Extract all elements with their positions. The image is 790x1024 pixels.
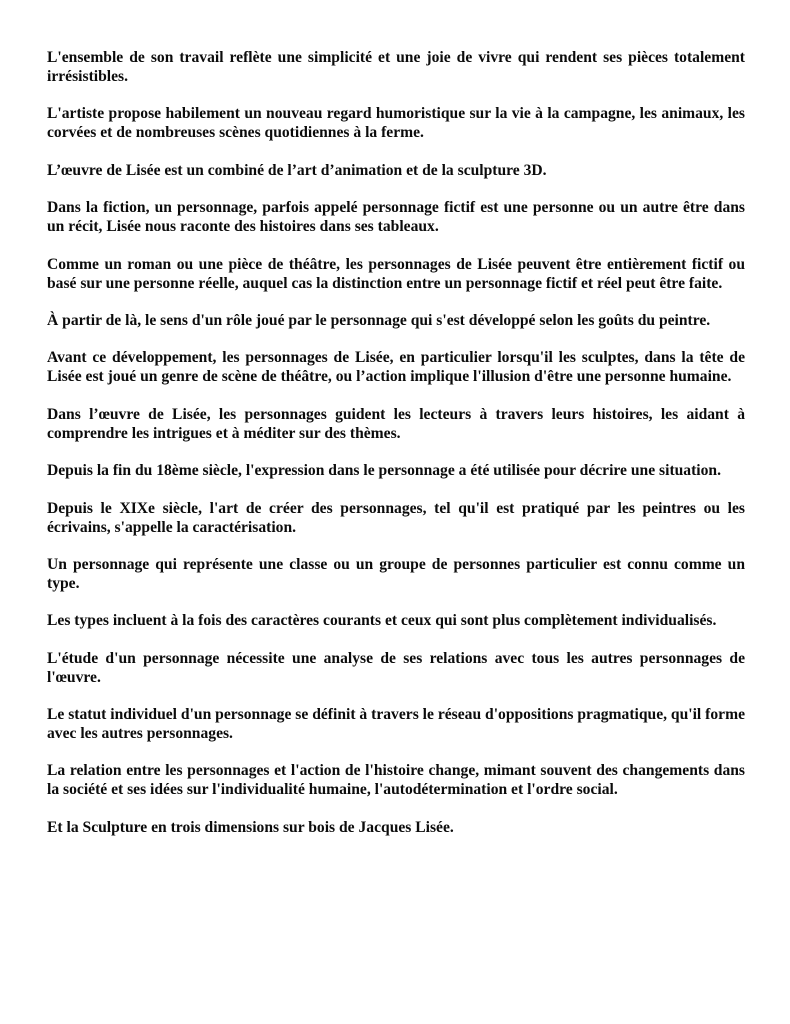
- paragraph: Avant ce développement, les personnages de Lisée, en particulier lorsqu'il les sculptes, dans la tête de Lisée est joué un genre de scène de théâtre, ou l’action implique l'illusion d'être une personne humaine.: [47, 349, 745, 386]
- closing-paragraph: Et la Sculpture en trois dimensions sur bois de Jacques Lisée.: [47, 818, 454, 836]
- paragraph: L'étude d'un personnage nécessite une analyse de ses relations avec tous les autres personnages de l'œuvre.: [47, 649, 745, 686]
- paragraph: À partir de là, le sens d'un rôle joué par le personnage qui s'est développé selon les goûts du peintre.: [47, 311, 711, 329]
- paragraph: Comme un roman ou une pièce de théâtre, les personnages de Lisée peuvent être entièrement fictif ou basé sur une personne réelle, auquel cas la distinction entre un personnage fictif et réel peut être faite.: [47, 255, 745, 292]
- document-body: [47, 48, 745, 855]
- paragraph: La relation entre les personnages et l'action de l'histoire change, mimant souvent des changements dans la société et ses idées sur l'individualité humaine, l'autodétermination et l'ordre social.: [47, 762, 745, 799]
- paragraph: Un personnage qui représente une classe ou un groupe de personnes particulier est connu comme un type.: [47, 555, 745, 592]
- paragraph: L'ensemble de son travail reflète une simplicité et une joie de vivre qui rendent ses pièces totalement irrésistibles.: [47, 49, 745, 85]
- paragraph: Le statut individuel d'un personnage se définit à travers le réseau d'oppositions pragmatique, qu'il forme avec les autres personnages.: [47, 706, 745, 743]
- paragraph: Dans l’œuvre de Lisée, les personnages guident les lecteurs à travers leurs histoires, les aidant à comprendre les intrigues et à méditer sur des thèmes.: [47, 405, 745, 442]
- paragraph: Les types incluent à la fois des caractères courants et ceux qui sont plus complètement individualisés.: [47, 612, 717, 630]
- paragraph: Depuis le XIXe siècle, l'art de créer des personnages, tel qu'il est pratiqué par les peintres ou les écrivains, s'appelle la caractérisation.: [47, 499, 745, 536]
- paragraph: L'artiste propose habilement un nouveau regard humoristique sur la vie à la campagne, les animaux, les corvées et de nombreuses scènes quotidiennes à la ferme.: [47, 105, 745, 142]
- paragraph: L’œuvre de Lisée est un combiné de l’art d’animation et de la sculpture 3D.: [47, 161, 547, 179]
- paragraph: Depuis la fin du 18ème siècle, l'expression dans le personnage a été utilisée pour décrire une situation.: [47, 462, 721, 480]
- paragraph: Dans la fiction, un personnage, parfois appelé personnage fictif est une personne ou un autre être dans un récit, Lisée nous raconte des histoires dans ses tableaux.: [47, 199, 745, 236]
